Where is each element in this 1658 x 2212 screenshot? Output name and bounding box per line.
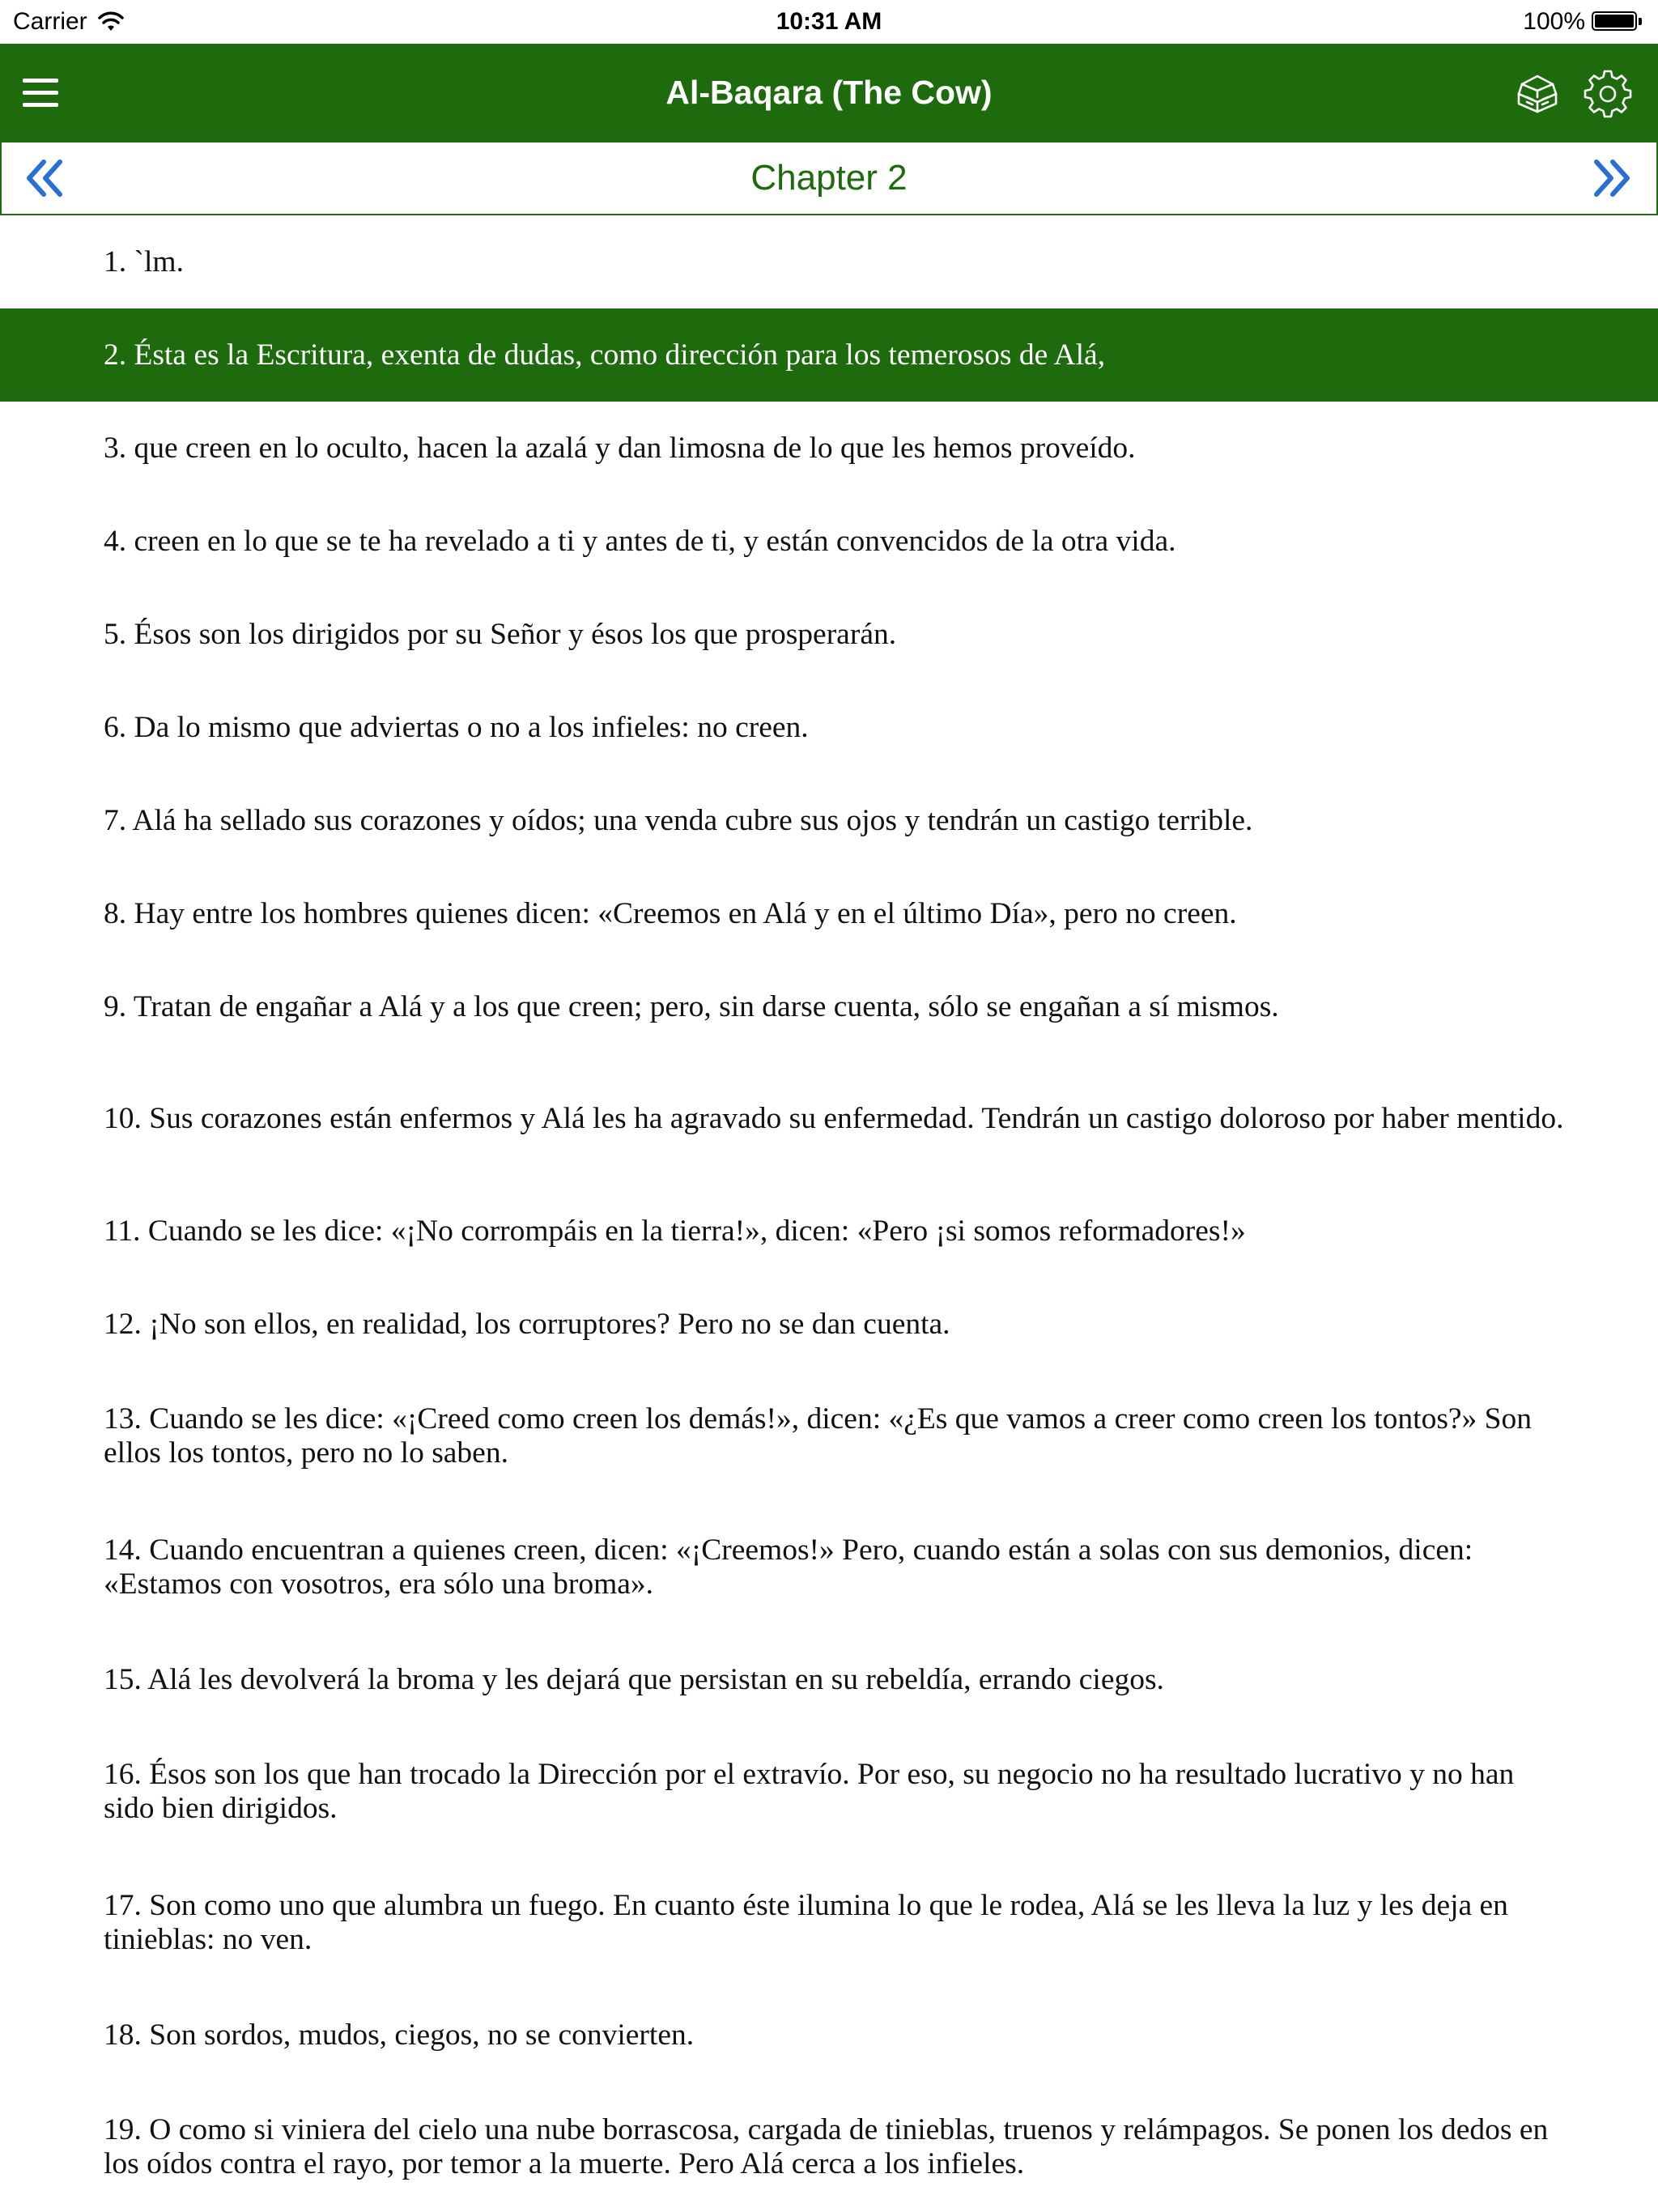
book-icon[interactable] xyxy=(1511,66,1564,118)
verse-item[interactable]: 10. Sus corazones están enfermos y Alá les ha agravado su enfermedad. Tendrán un castigo doloroso por haber mentido. xyxy=(104,1102,1564,1135)
verse-item[interactable]: 1. `lm. xyxy=(104,245,184,279)
verse-item[interactable]: 17. Son como uno que alumbra un fuego. En cuanto éste ilumina lo que le rodea, Alá se les lleva la luz y les deja en tinieblas: no ven. xyxy=(104,1889,1508,1956)
battery-indicator xyxy=(1523,8,1643,36)
double-chevron-right-icon[interactable] xyxy=(1587,155,1635,201)
carrier-label: Carrier xyxy=(13,8,87,35)
clock: 10:31 AM xyxy=(776,8,882,35)
battery-icon xyxy=(1592,11,1643,32)
gear-icon[interactable] xyxy=(1582,66,1634,118)
page-title: Al-Baqara (The Cow) xyxy=(665,74,993,111)
verse-list xyxy=(0,215,1658,2212)
verse-item[interactable]: 13. Cuando se les dice: «¡Creed como creen los demás!», dicen: «¿Es que vamos a creer como creen los tontos?» Son ellos los tontos, pero no lo saben. xyxy=(104,1402,1533,1470)
verse-item[interactable]: 7. Alá ha sellado sus corazones y oídos; una venda cubre sus ojos y tendrán un castigo terrible. xyxy=(104,803,1253,837)
battery-percent: 100% xyxy=(1523,8,1585,35)
verse-item[interactable]: 4. creen en lo que se te ha revelado a ti y antes de ti, y están convencidos de la otra vida. xyxy=(104,524,1176,558)
menu-icon[interactable] xyxy=(23,68,68,117)
verse-item[interactable]: 11. Cuando se les dice: «¡No corrompáis en la tierra!», dicen: «Pero ¡si somos reformadores!» xyxy=(104,1214,1246,1248)
verse-item[interactable]: 16. Ésos son los que han trocado la Dirección por el extravío. Por eso, su negocio no ha resultado lucrativo y no han sido bien dirigidos. xyxy=(104,1758,1515,1825)
status-bar xyxy=(0,0,1658,44)
verse-item[interactable]: 3. que creen en lo oculto, hacen la azalá y dan limosna de lo que les hemos proveído. xyxy=(104,431,1136,465)
verse-item[interactable]: 12. ¡No son ellos, en realidad, los corruptores? Pero no se dan cuenta. xyxy=(104,1307,950,1341)
verse-item[interactable]: 18. Son sordos, mudos, ciegos, no se convierten. xyxy=(104,2018,695,2052)
verse-item[interactable]: 14. Cuando encuentran a quienes creen, dicen: «¡Creemos!» Pero, cuando están a solas con sus demonios, dicen: «Estamos con vosotros, era sólo una broma». xyxy=(104,1534,1473,1601)
verse-item[interactable]: 8. Hay entre los hombres quienes dicen: «Creemos en Alá y en el último Día», pero no creen. xyxy=(104,896,1237,930)
verse-item[interactable]: 9. Tratan de engañar a Alá y a los que creen; pero, sin darse cuenta, sólo se engañan a sí mismos. xyxy=(104,989,1279,1023)
chapter-bar xyxy=(0,141,1658,215)
navigation-bar xyxy=(0,44,1658,141)
verse-item[interactable]: 5. Ésos son los dirigidos por su Señor y ésos los que prosperarán. xyxy=(104,617,897,651)
verse-item-selected[interactable]: 2. Ésta es la Escritura, exenta de dudas, como dirección para los temerosos de Alá, xyxy=(0,308,1658,402)
verse-item[interactable]: 15. Alá les devolverá la broma y les dejará que persistan en su rebeldía, errando ciegos. xyxy=(104,1662,1164,1696)
verse-item[interactable]: 19. O como si viniera del cielo una nube borrascosa, cargada de tinieblas, truenos y relámpagos. Se ponen los dedos en los oídos contra el rayo, por temor a la muerte. Pero Alá cerca a los infieles. xyxy=(104,2113,1549,2180)
chapter-title: Chapter 2 xyxy=(750,158,908,198)
verse-item[interactable]: 6. Da lo mismo que adviertas o no a los infieles: no creen. xyxy=(104,710,809,744)
